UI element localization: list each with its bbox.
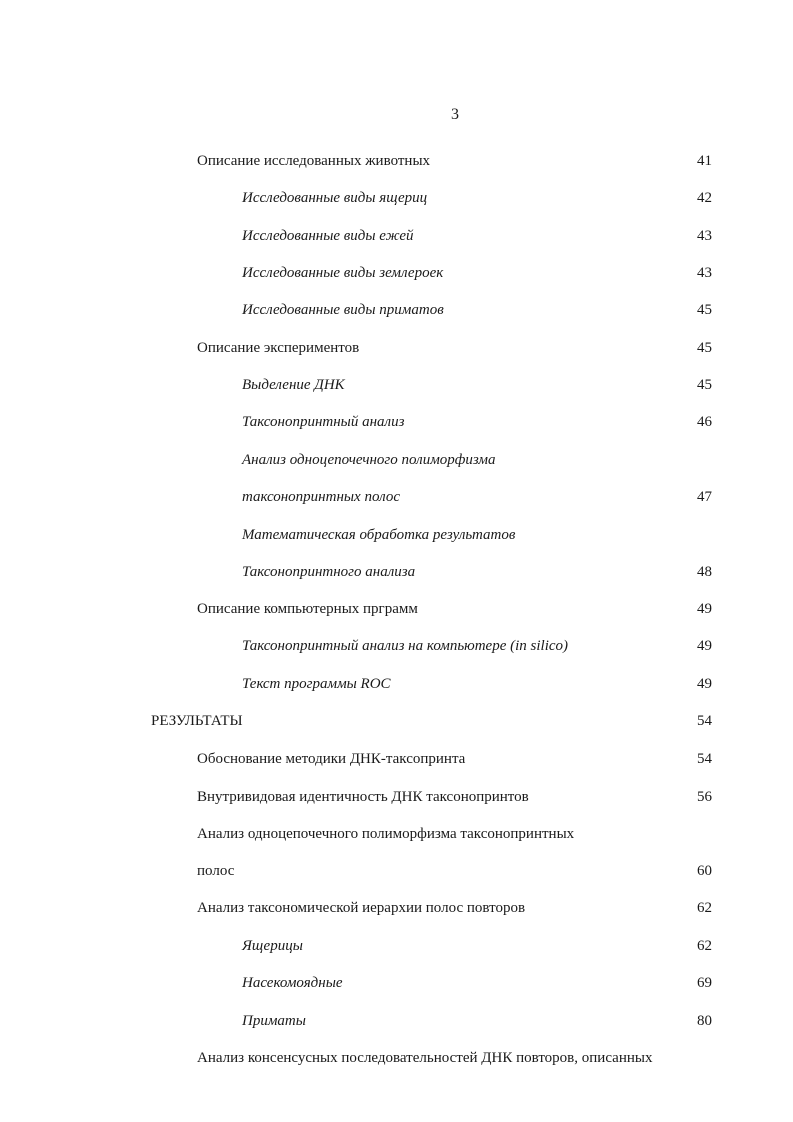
toc-entry — [0, 299, 793, 321]
toc-entry-title: Исследованные виды землероек — [242, 265, 444, 281]
toc-entry — [0, 935, 793, 957]
toc-entry — [0, 262, 793, 284]
toc-entry — [0, 449, 793, 471]
toc-entry-page: 42 — [697, 190, 712, 206]
toc-entry — [0, 524, 793, 546]
toc-entry — [0, 225, 793, 247]
toc-entry — [0, 710, 793, 732]
toc-entry-page: 49 — [697, 638, 712, 654]
toc-entry-page: 43 — [697, 265, 712, 281]
toc-entry — [0, 411, 793, 433]
toc-entry-title: Внутривидовая идентичность ДНК таксонопринтов — [197, 789, 529, 805]
toc-entry-title: Исследованные виды приматов — [242, 302, 444, 318]
toc-entry-title: Описание экспериментов — [197, 340, 360, 356]
toc-entry-title: Текст программы ROC — [242, 676, 391, 692]
toc-entry-page: 54 — [697, 751, 712, 767]
toc-entry-title: Обоснование методики ДНК-таксопринта — [197, 751, 466, 767]
toc-entry-title: таксонопринтных полос — [242, 489, 400, 505]
toc-entry — [0, 1047, 793, 1069]
toc-entry-title: Математическая обработка результатов — [242, 527, 516, 543]
toc-entry-page: 80 — [697, 1013, 712, 1029]
toc-entry — [0, 337, 793, 359]
toc-entry-title: Исследованные виды ящериц — [242, 190, 428, 206]
toc-entry-title: Анализ консенсусных последовательностей ДНК повторов, описанных — [197, 1050, 653, 1066]
toc-entry-title: Таксонопринтный анализ — [242, 414, 405, 430]
toc-entry-page: 62 — [697, 938, 712, 954]
toc-entry-title: Выделение ДНК — [242, 377, 345, 393]
toc-entry-title: Таксонопринтный анализ на компьютере (in silico) — [242, 638, 569, 654]
toc-entry — [0, 561, 793, 583]
toc-entry-title: полос — [197, 863, 235, 879]
toc-entry-page: 69 — [697, 975, 712, 991]
toc-entry-page: 43 — [697, 228, 712, 244]
toc-entry-page: 45 — [697, 340, 712, 356]
toc-entry-title: Анализ одноцепочечного полиморфизма — [242, 452, 496, 468]
toc-entry-page: 45 — [697, 377, 712, 393]
toc-entry-title: Ящерицы — [242, 938, 303, 954]
toc-entry — [0, 150, 793, 172]
toc-entry — [0, 897, 793, 919]
toc-entry-page: 41 — [697, 153, 712, 169]
toc-entry — [0, 486, 793, 508]
toc-entry-title: Исследованные виды ежей — [242, 228, 414, 244]
toc-entry-title: Описание компьютерных прграмм — [197, 601, 418, 617]
toc-entry-title: Таксонопринтного анализа — [242, 564, 416, 580]
toc-entry — [0, 374, 793, 396]
toc-entry — [0, 823, 793, 845]
toc-entry-page: 46 — [697, 414, 712, 430]
toc-entry-page: 62 — [697, 900, 712, 916]
toc-entry-page: 56 — [697, 789, 712, 805]
toc-entry — [0, 635, 793, 657]
toc-entry — [0, 598, 793, 620]
toc-entry-title: Описание исследованных животных — [197, 153, 431, 169]
toc-entry — [0, 187, 793, 209]
toc-entry-page: 48 — [697, 564, 712, 580]
toc-entry-page: 54 — [697, 713, 712, 729]
toc-entry-page: 47 — [697, 489, 712, 505]
toc-entry-page: 49 — [697, 676, 712, 692]
toc-entry-title: РЕЗУЛЬТАТЫ — [151, 713, 243, 729]
toc-entry — [0, 860, 793, 882]
page-number: 3 — [451, 106, 459, 123]
toc-entry-page: 60 — [697, 863, 712, 879]
toc-entry-title: Анализ одноцепочечного полиморфизма таксонопринтных — [197, 826, 575, 842]
toc-entry — [0, 972, 793, 994]
toc-entry-page: 45 — [697, 302, 712, 318]
toc-entry-page: 49 — [697, 601, 712, 617]
toc-entry-title: Анализ таксономической иерархии полос повторов — [197, 900, 526, 916]
toc-entry — [0, 786, 793, 808]
toc-entry — [0, 748, 793, 770]
toc-entry — [0, 1010, 793, 1032]
toc-entry-title: Приматы — [242, 1013, 306, 1029]
toc-entry-title: Насекомоядные — [242, 975, 343, 991]
toc-entry — [0, 673, 793, 695]
